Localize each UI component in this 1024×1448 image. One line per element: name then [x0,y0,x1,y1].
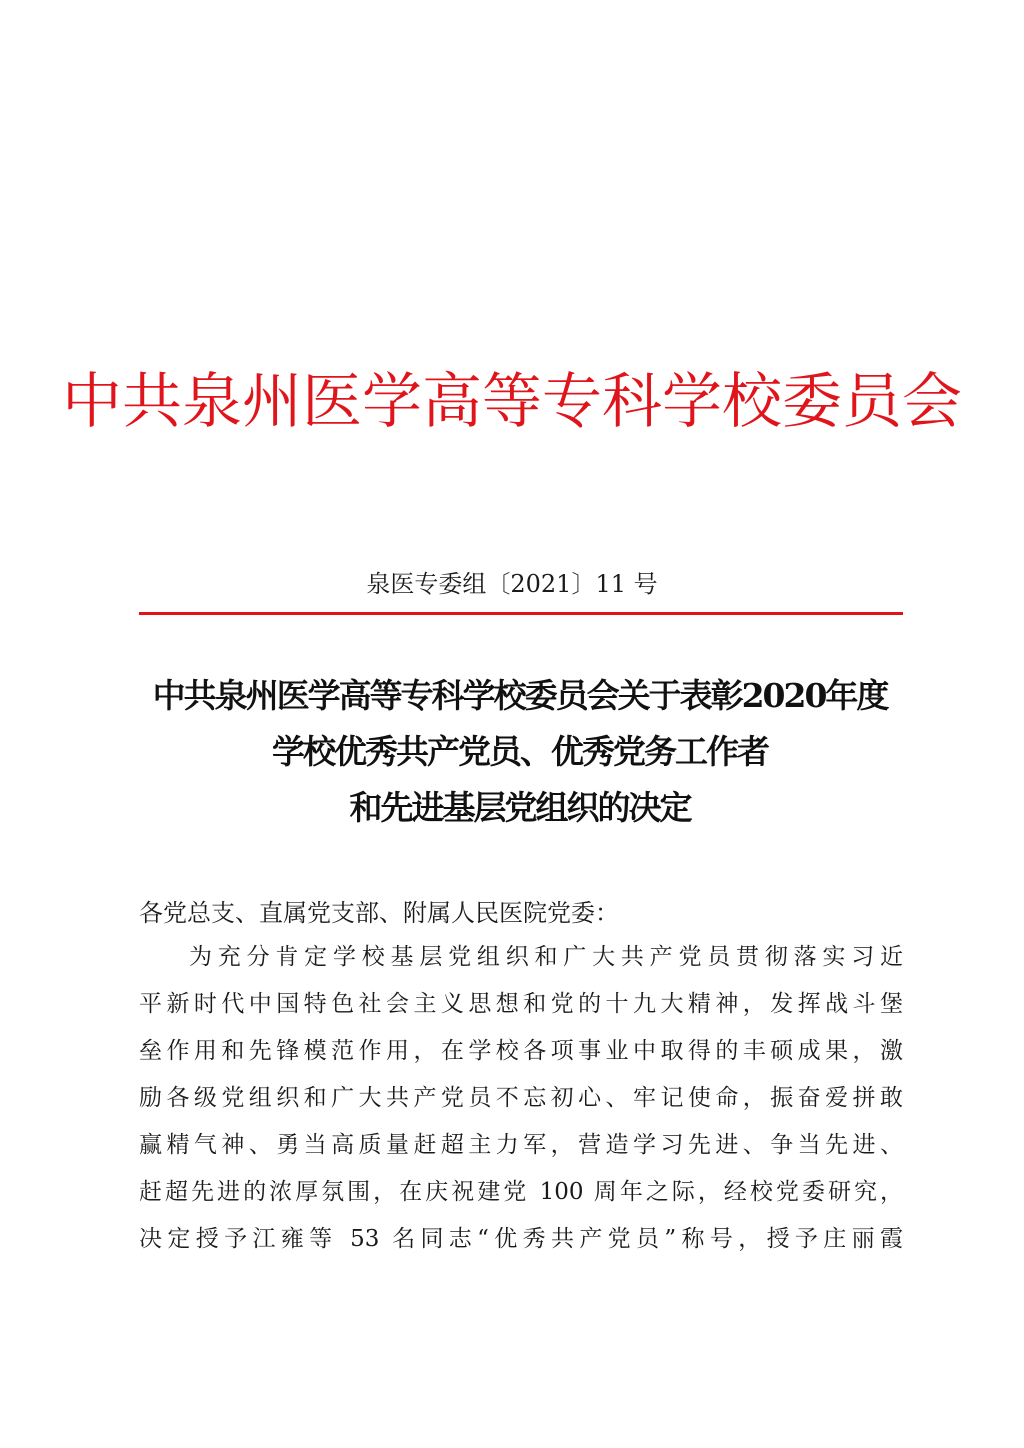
title-line: 学校优秀共产党员、优秀党务工作者 [272,732,768,771]
paragraph-line: 赢精气神、勇当高质量赶超主力军，营造学习先进、争当先进、 [139,1132,903,1158]
paragraph-line: 赶超先进的浓厚氛围，在庆祝建党 100 周年之际，经校党委研究， [139,1179,903,1205]
title-line: 和先进基层党组织的决定 [349,788,691,827]
paragraph-line: 垒作用和先锋模范作用，在学校各项事业中取得的丰硕成果，激 [139,1038,903,1064]
red-divider-line [139,612,903,615]
document-title [120,668,920,836]
paragraph-line: 平新时代中国特色社会主义思想和党的十九大精神，发挥战斗堡 [139,991,903,1017]
title-line: 中共泉州医学高等专科学校委员会关于表彰2020年度 [152,676,888,715]
issuing-organization-header: 中共泉州医学高等专科学校委员会 [62,367,962,437]
paragraph-line: 为充分肯定学校基层党组织和广大共产党员贯彻落实习近 [189,944,903,970]
paragraph-line: 励各级党组织和广大共产党员不忘初心、牢记使命，振奋爱拼敢 [139,1085,903,1111]
body-paragraph [139,934,903,1263]
salutation: 各党总支、直属党支部、附属人民医院党委： [139,899,619,927]
document-number: 泉医专委组〔2021〕11 号 [366,570,658,598]
paragraph-line: 决定授予江雍等 53 名同志“优秀共产党员”称号，授予庄丽霞 [139,1226,903,1252]
